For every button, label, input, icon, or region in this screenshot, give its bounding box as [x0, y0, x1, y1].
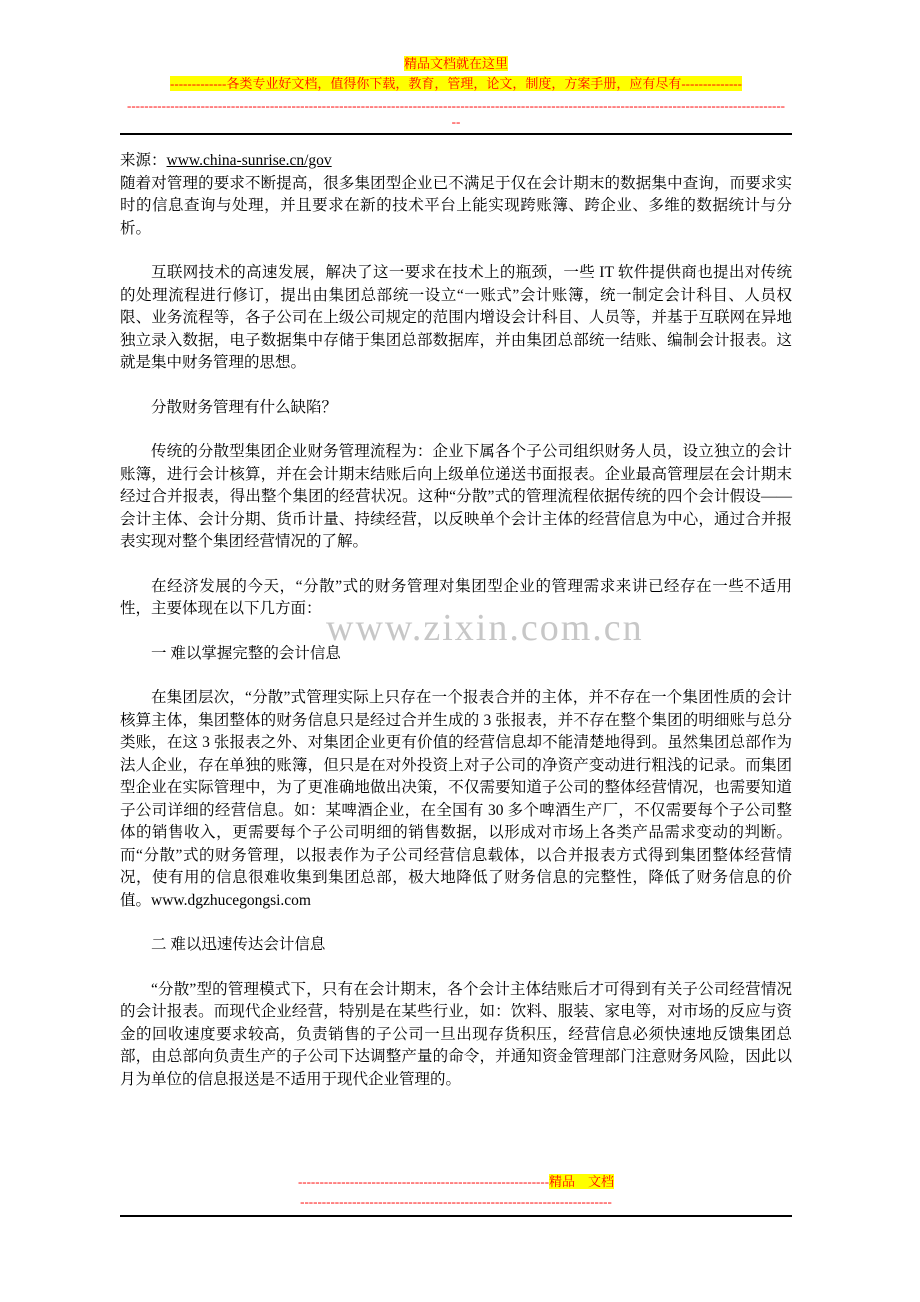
paragraph-question: 分散财务管理有什么缺陷？	[151, 398, 338, 416]
watermark: www.zixin.com.cn	[326, 607, 644, 649]
header-banner-title: 精品文档就在这里	[403, 56, 508, 71]
section-heading-one: 一 难以掌握完整的会计信息	[151, 644, 341, 662]
section-heading-two: 二 难以迅速传达会计信息	[151, 936, 326, 953]
source-line	[120, 150, 792, 173]
footer-line	[120, 1172, 792, 1192]
header-banner-title-row	[120, 54, 792, 74]
header-banner-line: -------------各类专业好文档，值得你下载，教育，管理，论文，制度，方案手册，应有尽有--------------	[170, 76, 742, 91]
paragraph-traditional-process: 传统的分散型集团企业财务管理流程为：企业下属各个子公司组织财务人员，设立独立的会计账簿，进行会计核算，并在会计期末结账后向上级单位递送书面报表。企业最高管理层在会计期末经过合并报表，得出整个集团的经营状况。这种“分散”式的管理流程依据传统的四个会计假设——会计主体、会计分期、货币计量、持续经营，以反映单个会计主体的经营信息为中心，通过合并报表实现对整个集团经营情况的了解。	[120, 443, 792, 550]
document-header	[0, 0, 920, 135]
paragraph-incomplete-info: 在集团层次，“分散”式管理实际上只存在一个报表合并的主体，并不存在一个集团性质的会计核算主体，集团整体的财务信息只是经过合并生成的 3 张报表，并不存在整个集团的明细账与总分类账，在这 3 张报表之外、对集团企业更有价值的经营信息却不能清楚地得到。虽然集团总部作为法人企业，存在单独的账簿，但只是在对外投资上对子公司的净资产变动进行粗浅的记录。而集团型企业在实际管理中，为了更准确地做出决策，不仅需要知道子公司的整体经营情况，也需要知道子公司详细的经营信息。如：某啤酒企业，在全国有 30 多个啤酒生产厂，不仅需要每个子公司整体的销售收入，更需要每个子公司明细的销售数据，以形成对市场上各类产品需求变动的判断。而“分散”式的财务管理，以报表作为子公司经营信息载体，以合并报表方式得到集团整体经营情况，使有用的信息很难收集到集团总部，极大地降低了财务信息的完整性，降低了财务信息的价值。www.dgzhucegongsi.com	[120, 689, 792, 909]
footer-dashed-line: ------------------------------------------------------------------------	[300, 1194, 612, 1209]
paragraph-intro: 随着对管理的要求不断提高，很多集团型企业已不满足于仅在会计期末的数据集中查询，而要求实时的信息查询与处理，并且要求在新的技术平台上能实现跨账簿、跨企业、多维的数据统计与分析。	[120, 174, 792, 237]
header-dashed-separator-continuation: --	[451, 114, 461, 129]
document-footer	[120, 1172, 792, 1217]
footer-dashes: ----------------------------------------------------------	[297, 1174, 550, 1189]
source-label: 来源：	[120, 152, 167, 169]
paragraph-slow-delivery: “分散”型的管理模式下，只有在会计期末，各个会计主体结账后才可得到有关子公司经营情况的会计报表。而现代企业经营，特别是在某些行业，如：饮料、服装、家电等，对市场的反应与资金的回收速度要求较高，负责销售的子公司一旦出现存货积压，经营信息必须快速地反馈集团总部，由总部向负责生产的子公司下达调整产量的命令，并通知资金管理部门注意财务风险，因此以月为单位的信息报送是不适用于现代企业管理的。	[120, 980, 792, 1088]
paragraph-internet-tech: 互联网技术的高速发展，解决了这一要求在技术上的瓶颈，一些 IT 软件提供商也提出对传统的处理流程进行修订，提出由集团总部统一设立“一账式”会计账簿，统一制定会计科目、人员权限、业务流程等，各子公司在上级公司规定的范围内增设会计科目、人员等，并基于互联网在异地独立录入数据，电子数据集中存储于集团总部数据库，并由集团总部统一结账、编制会计报表。这就是集中财务管理的思想。	[120, 264, 792, 371]
paragraph-economy-today: 在经济发展的今天，“分散”式的财务管理对集团型企业的管理需求来讲已经存在一些不适用性，主要体现在以下几方面：	[120, 577, 792, 617]
top-horizontal-rule	[120, 133, 792, 135]
document-body	[120, 150, 792, 1091]
bottom-horizontal-rule	[120, 1215, 792, 1217]
footer-highlight: 精品 文档	[549, 1174, 615, 1189]
source-link[interactable]: www.china-sunrise.cn/gov	[166, 152, 332, 169]
header-banner-line-row	[120, 74, 792, 94]
header-dashed-separator: --------------------------------------------------------------------------------------------------------------------------------------------------------	[126, 98, 786, 113]
